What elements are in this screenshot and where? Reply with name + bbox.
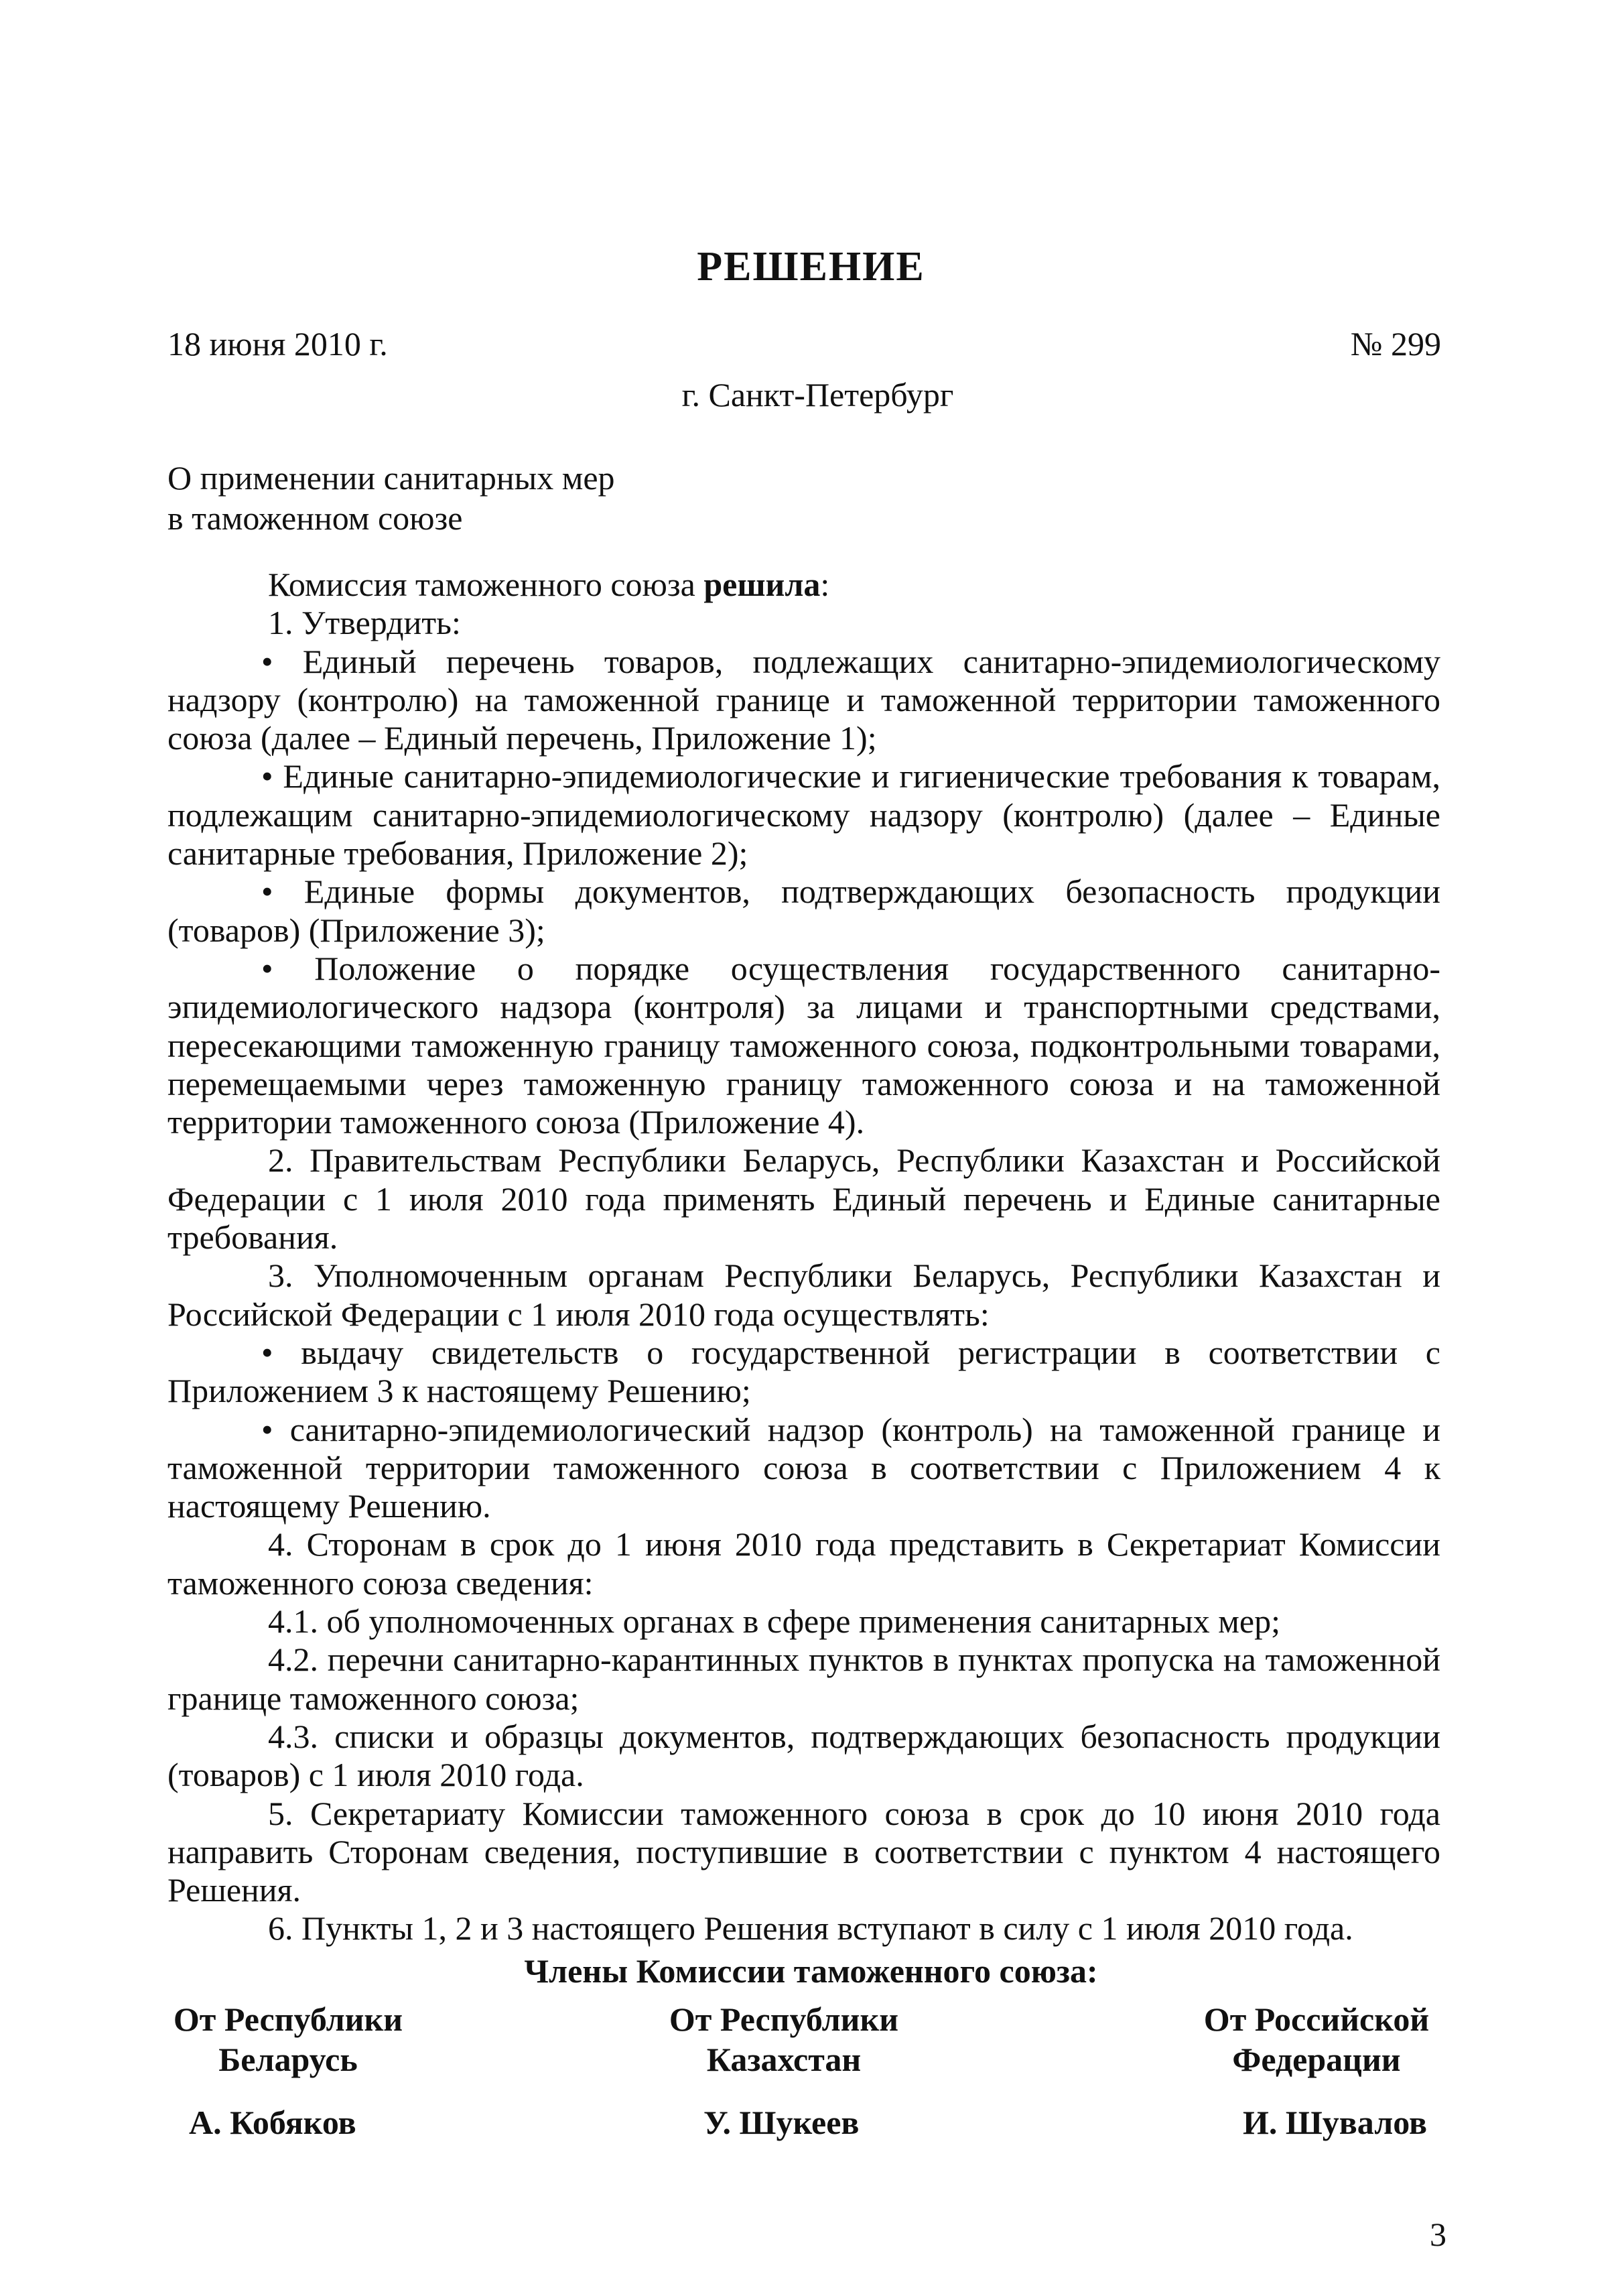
document-body bbox=[167, 566, 1440, 1948]
item-2: 2. Правительствам Республики Беларусь, Республики Казахстан и Российской Федерации с 1 июля 2010 года применять Единый перечень и Единые санитарные требования. bbox=[167, 1141, 1440, 1257]
subject-line-1: О применении санитарных мер bbox=[167, 459, 615, 497]
signatory-russia-line-1: От Российской bbox=[1203, 2000, 1430, 2038]
item-6: 6. Пункты 1, 2 и 3 настоящего Решения вступают в силу с 1 июля 2010 года. bbox=[268, 1909, 1353, 1948]
item-1-bullet: • Единые санитарно-эпидемиологические и гигиенические требования к товарам, подлежащим санитарно-эпидемиологическому надзору (контролю) (далее – Единые санитарные требования, Приложение 2); bbox=[167, 757, 1440, 873]
item-3-bullet: • выдачу свидетельств о государственной регистрации в соответствии с Приложением 3 к настоящему Решению; bbox=[167, 1333, 1440, 1410]
intro-decision-word: решила bbox=[703, 566, 821, 603]
intro-paragraph bbox=[167, 566, 1440, 604]
signatory-belarus-line-2: Беларусь bbox=[218, 2041, 358, 2078]
item-1-bullet: • Единые формы документов, подтверждающих безопасность продукции (товаров) (Приложение 3); bbox=[167, 873, 1440, 949]
item-1-bullet: • Единый перечень товаров, подлежащих санитарно-эпидемиологическому надзору (контролю) на таможенной границе и таможенной территории таможенного союза (далее – Единый перечень, Приложение 1); bbox=[167, 642, 1440, 757]
subject-line-2: в таможенном союзе bbox=[167, 499, 463, 537]
item-4-1: 4.1. об уполномоченных органах в сфере применения санитарных мер; bbox=[268, 1602, 1280, 1641]
item-4-2: 4.2. перечни санитарно-карантинных пунктов в пунктах пропуска на таможенной границе таможенного союза; bbox=[167, 1641, 1440, 1717]
signatory-kazakhstan bbox=[657, 1999, 911, 2080]
signatory-kazakhstan-name: У. Шукеев bbox=[703, 2104, 860, 2141]
item-4-3: 4.3. списки и образцы документов, подтверждающих безопасность продукции (товаров) с 1 июля 2010 года. bbox=[167, 1717, 1440, 1794]
signatory-russia bbox=[1189, 1999, 1444, 2080]
item-3: 3. Уполномоченным органам Республики Беларусь, Республики Казахстан и Российской Федерации с 1 июля 2010 года осуществлять: bbox=[167, 1257, 1440, 1333]
signatory-kazakhstan-line-2: Казахстан bbox=[706, 2041, 862, 2078]
signatory-belarus bbox=[167, 1999, 409, 2080]
document-city: г. Санкт-Петербург bbox=[681, 376, 954, 413]
document-date: 18 июня 2010 г. bbox=[167, 325, 388, 363]
item-1-bullet: • Положение о порядке осуществления государственного санитарно-эпидемиологического надзора (контроля) за лицами и транспортными средствами, пересекающими таможенную границу таможенного союза, подконтрольными товарами, перемещаемыми через таможенную границу таможенного союза и на таможенной территории таможенного союза (Приложение 4). bbox=[167, 949, 1440, 1141]
signatory-russia-name: И. Шувалов bbox=[1243, 2104, 1428, 2141]
signatory-belarus-name: А. Кобяков bbox=[189, 2104, 356, 2141]
item-1: 1. Утвердить: bbox=[268, 604, 461, 642]
signatory-kazakhstan-line-1: От Республики bbox=[669, 2000, 899, 2038]
signatory-belarus-line-1: От Республики bbox=[173, 2000, 403, 2038]
document-number: № 299 bbox=[1350, 325, 1441, 363]
item-4: 4. Сторонам в срок до 1 июня 2010 года представить в Секретариат Комиссии таможенного союза сведения: bbox=[167, 1525, 1440, 1602]
document-subject bbox=[167, 458, 615, 538]
page-number: 3 bbox=[1430, 2216, 1446, 2253]
document-title: РЕШЕНИЕ bbox=[697, 244, 925, 290]
signatory-russia-line-2: Федерации bbox=[1232, 2041, 1401, 2078]
item-5: 5. Секретариату Комиссии таможенного союза в срок до 10 июня 2010 года направить Сторонам сведения, поступившие в соответствии с пунктом 4 настоящего Решения. bbox=[167, 1794, 1440, 1909]
intro-colon: : bbox=[820, 566, 830, 603]
item-3-bullet: • санитарно-эпидемиологический надзор (контроль) на таможенной границе и таможенной территории таможенного союза в соответствии с Приложением 4 к настоящему Решению. bbox=[167, 1410, 1440, 1525]
intro-text: Комиссия таможенного союза bbox=[268, 566, 704, 603]
signatures-title: Члены Комиссии таможенного союза: bbox=[524, 1952, 1098, 1990]
